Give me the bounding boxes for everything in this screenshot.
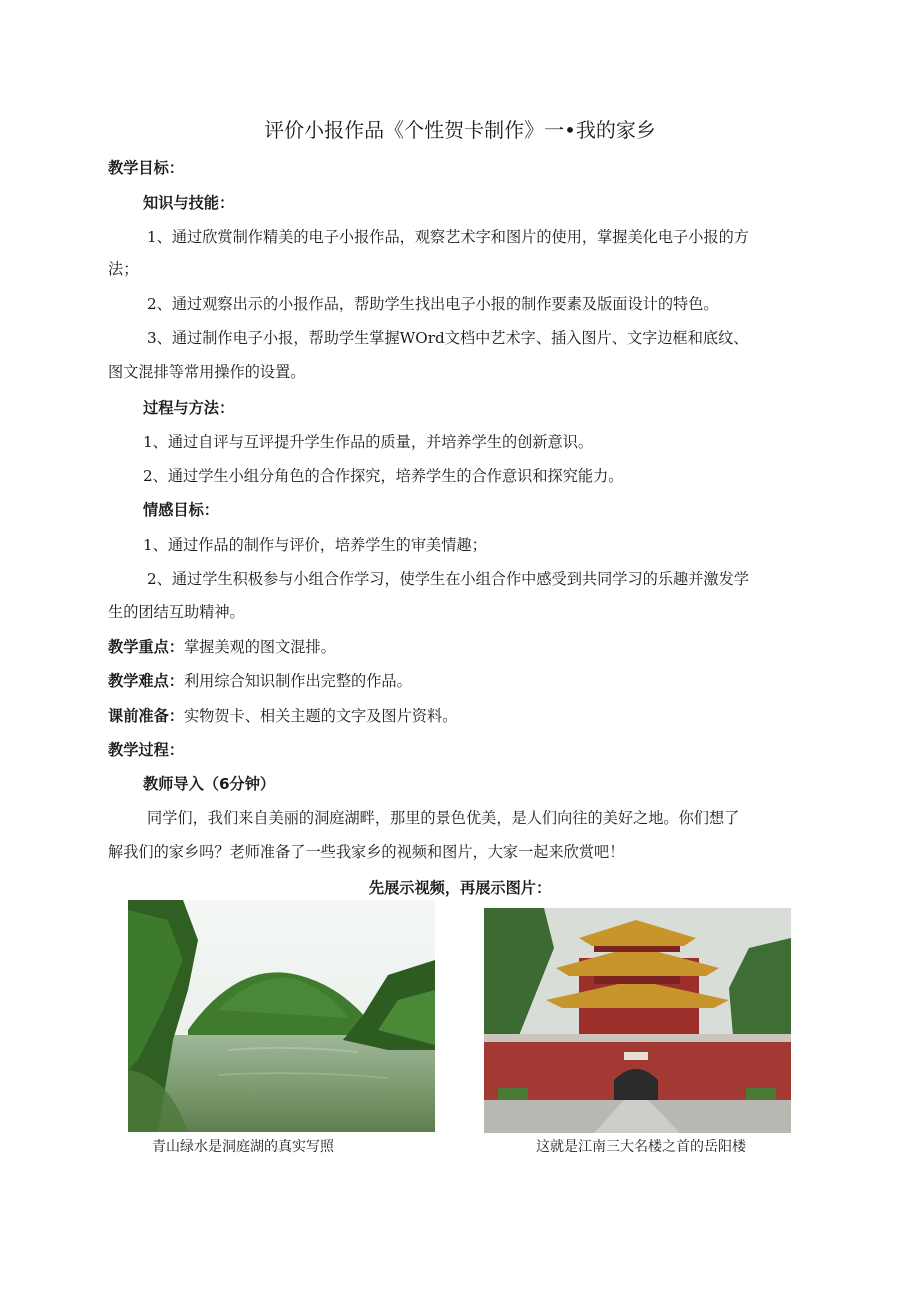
lake-photo	[128, 900, 435, 1132]
knowledge-item-3: 3、通过制作电子小报，帮助学生掌握WOrd文档中艺术字、插入图片、文字边框和底纹、	[147, 329, 749, 347]
process-item-2: 2、通过学生小组分角色的合作探究，培养学生的合作意识和探究能力。	[143, 467, 624, 485]
tower-caption: 这就是江南三大名楼之首的岳阳楼	[536, 1139, 746, 1155]
key-point-text: 掌握美观的图文混排。	[183, 638, 336, 656]
intro-heading: 教师导入（6分钟）	[143, 775, 276, 793]
knowledge-item-2: 2、通过观察出示的小报作品，帮助学生找出电子小报的制作要素及版面设计的特色。	[147, 295, 719, 313]
process-item-1: 1、通过自评与互评提升学生作品的质量，并培养学生的创新意识。	[143, 433, 594, 451]
emotion-heading: 情感目标：	[143, 501, 219, 519]
difficulty-label: 教学难点：	[108, 672, 184, 690]
procedure-heading: 教学过程：	[108, 741, 184, 759]
key-point-row	[108, 637, 336, 657]
preparation-text: 实物贺卡、相关主题的文字及图片资料。	[183, 707, 458, 725]
knowledge-item-3-cont: 图文混排等常用操作的设置。	[108, 363, 306, 381]
difficulty-text: 利用综合知识制作出完整的作品。	[183, 672, 412, 690]
knowledge-item-1-cont: 法；	[108, 260, 139, 278]
preparation-label: 课前准备：	[108, 707, 184, 725]
page-title: 评价小报作品《个性贺卡制作》一•我的家乡	[264, 118, 656, 142]
difficulty-row	[108, 671, 412, 691]
knowledge-heading: 知识与技能：	[143, 194, 235, 212]
show-label: 先展示视频，再展示图片：	[368, 879, 552, 897]
knowledge-item-1: 1、通过欣赏制作精美的电子小报作品，观察艺术字和图片的使用，掌握美化电子小报的方	[147, 228, 749, 246]
process-heading: 过程与方法：	[143, 399, 235, 417]
preparation-row	[108, 706, 457, 726]
key-point-label: 教学重点：	[108, 638, 184, 656]
emotion-item-2-cont: 生的团结互助精神。	[108, 603, 245, 621]
intro-paragraph-cont: 解我们的家乡吗？老师准备了一些我家乡的视频和图片，大家一起来欣赏吧！	[108, 843, 625, 861]
yueyang-tower-photo	[484, 908, 791, 1133]
lake-caption: 青山绿水是洞庭湖的真实写照	[152, 1139, 334, 1155]
emotion-item-2: 2、通过学生积极参与小组合作学习，使学生在小组合作中感受到共同学习的乐趣并激发学	[147, 570, 749, 588]
emotion-item-1: 1、通过作品的制作与评价，培养学生的审美情趣；	[143, 536, 487, 554]
intro-paragraph: 同学们，我们来自美丽的洞庭湖畔，那里的景色优美，是人们向往的美好之地。你们想了	[147, 809, 740, 827]
objectives-heading: 教学目标：	[108, 159, 184, 177]
